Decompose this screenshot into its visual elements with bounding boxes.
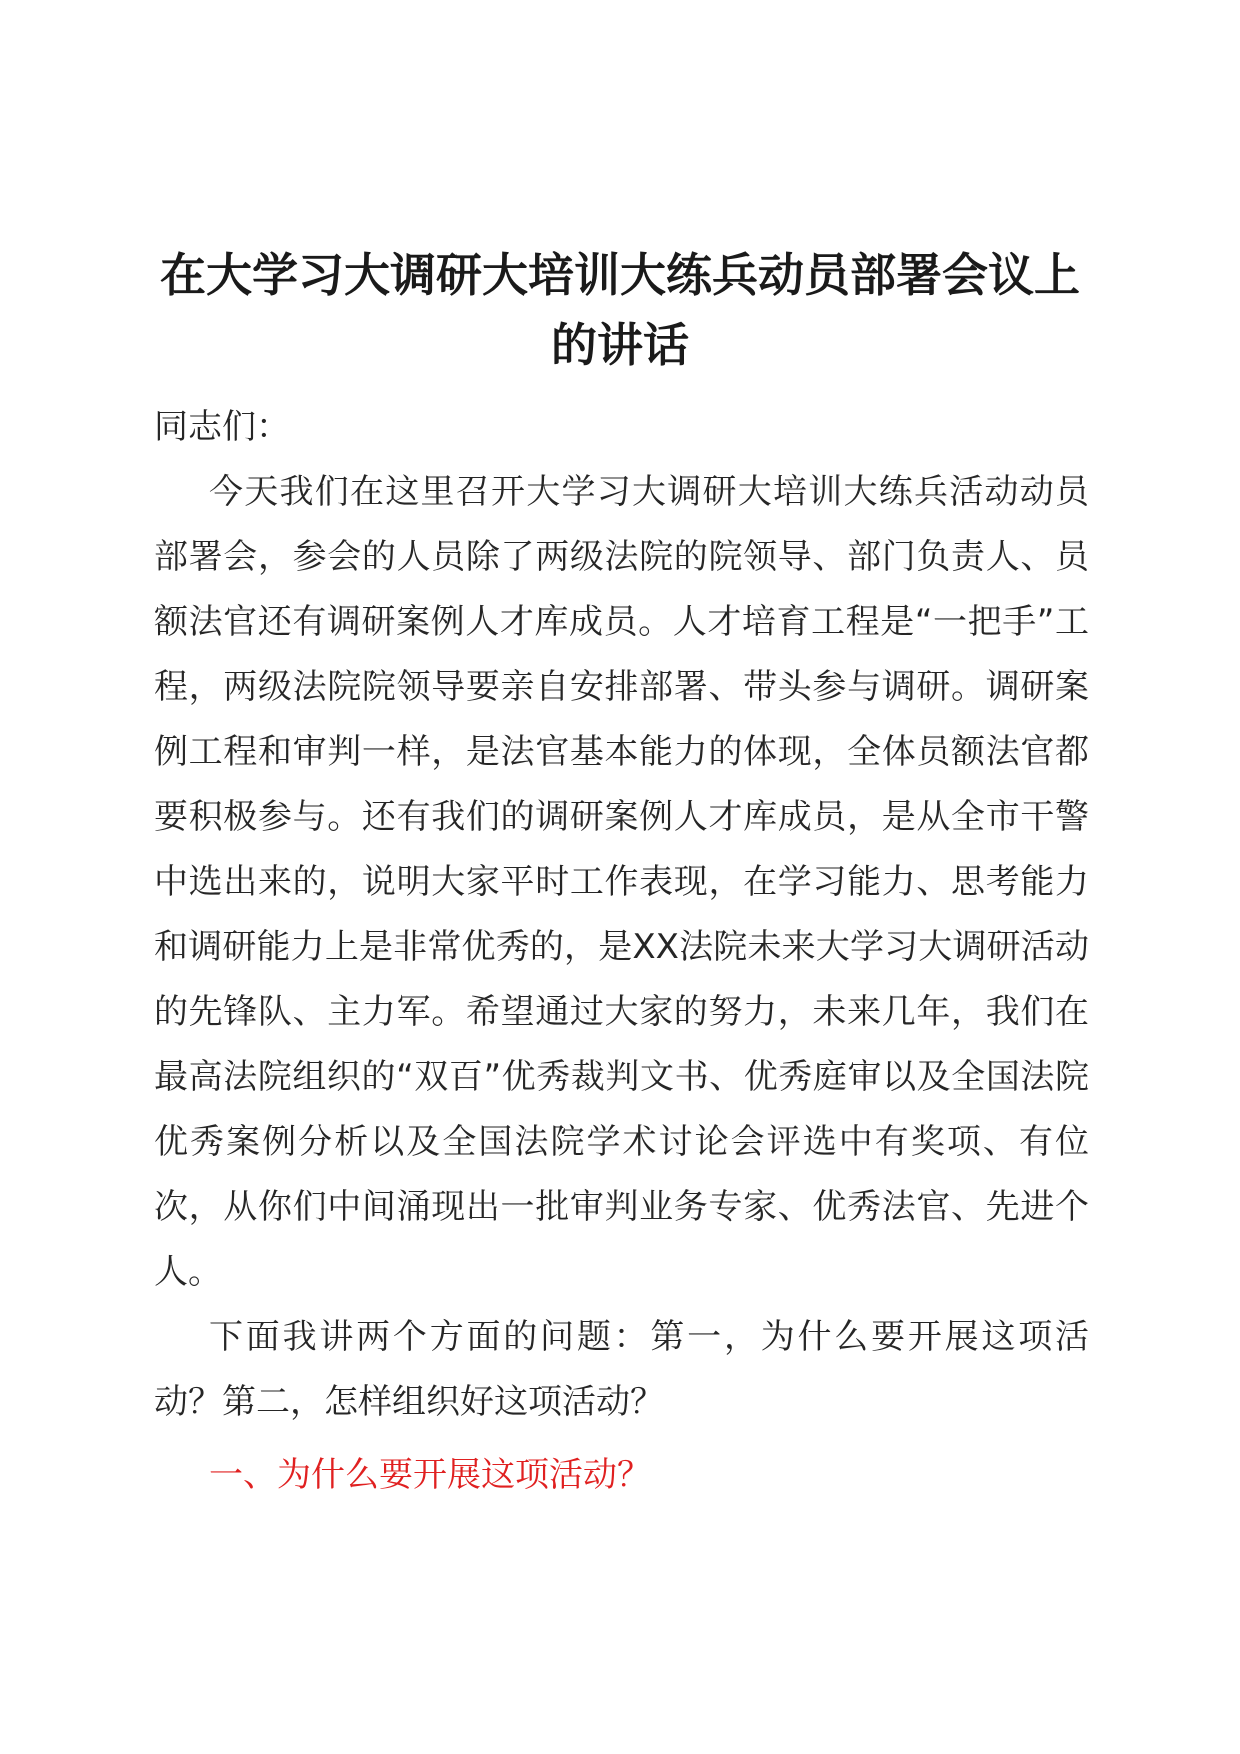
paragraph-outline: 下面我讲两个方面的问题：第一，为什么要开展这项活动？第二，怎样组织好这项活动？ [154, 1317, 1089, 1422]
salutation: 同志们： [154, 407, 290, 447]
document-title: 在大学习大调研大培训大练兵动员部署会议上的讲话 [160, 248, 1080, 372]
document-body [154, 395, 1089, 1508]
paragraph-intro: 今天我们在这里召开大学习大调研大培训大练兵活动动员部署会，参会的人员除了两级法院的院领导、部门负责人、员额法官还有调研案例人才库成员。人才培育工程是“一把手”工程，两级法院院领导要亲自安排部署、带头参与调研。调研案例工程和审判一样，是法官基本能力的体现，全体员额法官都要积极参与。还有我们的调研案例人才库成员，是从全市干警中选出来的，说明大家平时工作表现，在学习能力、思考能力和调研能力上是非常优秀的，是XX法院未来大学习大调研活动的先锋队、主力军。希望通过大家的努力，未来几年，我们在最高法院组织的“双百”优秀裁判文书、优秀庭审以及全国法院优秀案例分析以及全国法院学术讨论会评选中有奖项、有位次，从你们中间涌现出一批审判业务专家、优秀法官、先进个人。 [154, 472, 1089, 1292]
section-heading: 一、为什么要开展这项活动？ [209, 1455, 651, 1495]
